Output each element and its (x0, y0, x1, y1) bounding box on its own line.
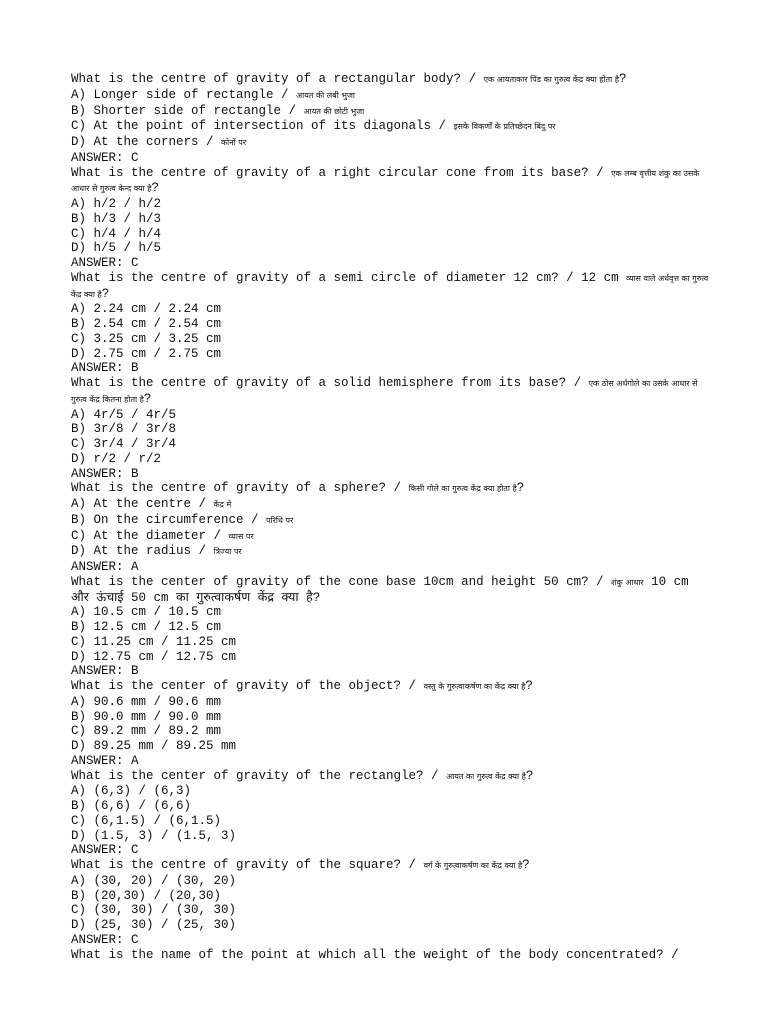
question-end: ? (516, 481, 525, 496)
option-english: C) At the point of intersection of its diagonals / (71, 119, 454, 134)
question-text (71, 769, 711, 785)
answer-line: ANSWER: A (71, 560, 139, 574)
option-line (71, 347, 711, 362)
option-line (71, 605, 711, 620)
option-english: D) 89.25 mm / 89.25 mm (71, 739, 237, 753)
option-line (71, 452, 711, 467)
option-english: B) (20,30) / (20,30) (71, 888, 222, 903)
question-end: ? (525, 679, 533, 693)
option-line (71, 635, 711, 650)
option-line (71, 650, 711, 665)
question-hindi: आयत का गुरुत्व केंद्र क्या है (446, 771, 526, 781)
question-end: ? (143, 391, 152, 406)
option-english: C) 3.25 cm / 3.25 cm (71, 331, 222, 346)
answer-line: ANSWER: C (71, 150, 139, 165)
question-block (71, 575, 711, 679)
option-english: A) At the centre / (71, 497, 214, 511)
question-text (71, 72, 711, 88)
question-block (71, 72, 711, 166)
question-end: 10 cm और ऊंचाई 50 cm का गुरुत्वाकर्षण केंद्र क्या है? (71, 574, 697, 605)
option-english: B) 90.0 mm / 90.0 mm (71, 709, 222, 724)
question-block (71, 769, 711, 859)
option-line (71, 437, 711, 452)
option-english: D) (25, 30) / (25, 30) (71, 918, 237, 932)
option-hindi: आयत की लंबी भुजा (296, 90, 355, 100)
option-english: A) 2.24 cm / 2.24 cm (71, 302, 222, 317)
option-hindi: त्रिज्या पर (213, 547, 242, 557)
option-line (71, 918, 711, 933)
question-document (71, 72, 711, 962)
option-hindi: व्यास पर (228, 531, 254, 541)
option-english: A) Longer side of rectangle / (71, 87, 297, 102)
option-line (71, 241, 711, 256)
option-line (71, 227, 711, 242)
question-english: What is the centre of gravity of a right circular cone from its base? / (71, 165, 612, 180)
option-english: C) 11.25 cm / 11.25 cm (71, 634, 237, 649)
question-list (71, 72, 711, 948)
option-line (71, 104, 711, 120)
option-line (71, 135, 711, 151)
option-line (71, 332, 711, 347)
question-english: What is the center of gravity of the rectangle? / (71, 768, 447, 783)
option-line (71, 422, 711, 437)
option-english: B) 3r/8 / 3r/8 (71, 422, 177, 437)
option-line (71, 317, 711, 332)
question-english: What is the centre of gravity of a solid hemisphere from its base? / (71, 376, 589, 390)
option-line (71, 513, 711, 529)
answer-line: ANSWER: A (71, 753, 139, 768)
question-end: ? (101, 286, 110, 301)
question-text (71, 575, 711, 606)
option-line (71, 724, 711, 739)
option-english: A) 4r/5 / 4r/5 (71, 407, 177, 422)
question-block (71, 271, 711, 376)
option-line (71, 874, 711, 889)
option-line (71, 889, 711, 904)
option-hindi: परिधि पर (266, 515, 294, 525)
question-english: What is the centre of gravity of the square? / (71, 858, 424, 872)
option-line (71, 529, 711, 545)
option-english: D) At the corners / (71, 135, 222, 149)
option-english: D) r/2 / r/2 (71, 451, 162, 466)
question-text (71, 679, 711, 695)
option-english: C) 3r/4 / 3r/4 (71, 437, 177, 451)
option-english: A) (6,3) / (6,3) (71, 784, 192, 799)
option-line (71, 497, 711, 513)
question-block (71, 858, 711, 948)
question-end: ? (618, 72, 627, 86)
question-text (71, 376, 711, 408)
option-english: A) 10.5 cm / 10.5 cm (71, 605, 222, 620)
question-hindi: एक आयताकार पिंड का गुरुत्व केंद्र क्या होता है (483, 75, 619, 84)
option-english: B) (6,6) / (6,6) (71, 799, 192, 813)
option-line (71, 784, 711, 799)
question-english: What is the centre of gravity of a rectangular body? / (71, 72, 484, 86)
option-english: A) 90.6 mm / 90.6 mm (71, 694, 222, 709)
option-hindi: इसके विकर्णों के प्रतिच्छेदन बिंदु पर (453, 122, 556, 132)
option-english: D) At the radius / (71, 544, 214, 559)
question-block (71, 166, 711, 271)
option-hindi: कोनों पर (221, 138, 247, 147)
option-line (71, 903, 711, 918)
question-block (71, 481, 711, 575)
option-english: B) 12.5 cm / 12.5 cm (71, 620, 222, 634)
option-english: A) (30, 20) / (30, 20) (71, 873, 237, 888)
question-block (71, 376, 711, 481)
option-line (71, 544, 711, 560)
option-english: B) 2.54 cm / 2.54 cm (71, 317, 222, 331)
option-english: C) h/4 / h/4 (71, 226, 162, 241)
question-text (71, 481, 711, 497)
option-english: B) On the circumference / (71, 512, 267, 527)
answer-line: ANSWER: B (71, 361, 139, 376)
option-english: A) h/2 / h/2 (71, 197, 162, 211)
option-english: C) (30, 30) / (30, 30) (71, 903, 237, 918)
option-english: B) Shorter side of rectangle / (71, 103, 304, 118)
question-hindi: शंकु आधार (611, 577, 644, 587)
question-text (71, 271, 711, 303)
option-line (71, 88, 711, 104)
question-hindi: किसी गोले का गुरुत्व केंद्र क्या होता है (408, 484, 517, 494)
question-end: ? (151, 181, 160, 196)
question-english: What is the center of gravity of the object? / (71, 679, 424, 693)
option-line (71, 814, 711, 829)
option-line (71, 739, 711, 754)
question-block (71, 679, 711, 769)
question-english: What is the center of gravity of the cone base 10cm and height 50 cm? / (71, 574, 612, 589)
option-line (71, 212, 711, 227)
question-text (71, 858, 711, 874)
question-hindi: व्यास वाले अर्धवृत्त का गुरुत्व केंद्र क्या है (71, 273, 711, 299)
option-line (71, 620, 711, 635)
option-english: D) 12.75 cm / 12.75 cm (71, 649, 237, 664)
option-english: D) (1.5, 3) / (1.5, 3) (71, 828, 237, 843)
option-english: D) h/5 / h/5 (71, 241, 162, 256)
question-hindi: वर्ग के गुरुत्वाकर्षण का केंद्र क्या है (423, 861, 523, 870)
question-hindi: एक लम्ब वृत्तीय शंकु का उसके आधार से गुरुत्व केन्द क्या है (71, 168, 702, 194)
option-line (71, 119, 711, 135)
option-english: B) h/3 / h/3 (71, 211, 162, 226)
answer-line: ANSWER: B (71, 664, 139, 679)
option-hindi: आयत की छोटी भुजा (303, 106, 365, 116)
question-english: What is the centre of gravity of a semi circle of diameter 12 cm? / 12 cm (71, 270, 627, 285)
option-english: C) (6,1.5) / (6,1.5) (71, 813, 222, 828)
trailing-question-text: What is the name of the point at which all the weight of the body concentrated? / (71, 947, 679, 962)
answer-line: ANSWER: C (71, 256, 139, 270)
question-hindi: एक ठोस अर्धगोले का उसके आधार से गुरुत्व केंद्र कितना होता है (71, 379, 701, 404)
question-text (71, 166, 711, 198)
option-line (71, 710, 711, 725)
question-end: ? (525, 768, 534, 783)
option-line (71, 302, 711, 317)
option-english: C) 89.2 mm / 89.2 mm (71, 724, 222, 739)
option-line (71, 695, 711, 710)
option-english: D) 2.75 cm / 2.75 cm (71, 346, 222, 361)
option-hindi: केंद्र मे (213, 500, 232, 509)
option-line (71, 408, 711, 423)
option-line (71, 799, 711, 814)
question-hindi: वस्तु के गुरुत्वाकर्षण का केंद्र क्या है (423, 682, 526, 691)
option-line (71, 829, 711, 844)
answer-line: ANSWER: C (71, 932, 139, 947)
option-english: C) At the diameter / (71, 528, 229, 543)
option-line (71, 197, 711, 212)
question-english: What is the centre of gravity of a sphere? / (71, 481, 409, 496)
answer-line: ANSWER: C (71, 843, 139, 858)
answer-line: ANSWER: B (71, 466, 139, 481)
question-end: ? (522, 858, 530, 872)
